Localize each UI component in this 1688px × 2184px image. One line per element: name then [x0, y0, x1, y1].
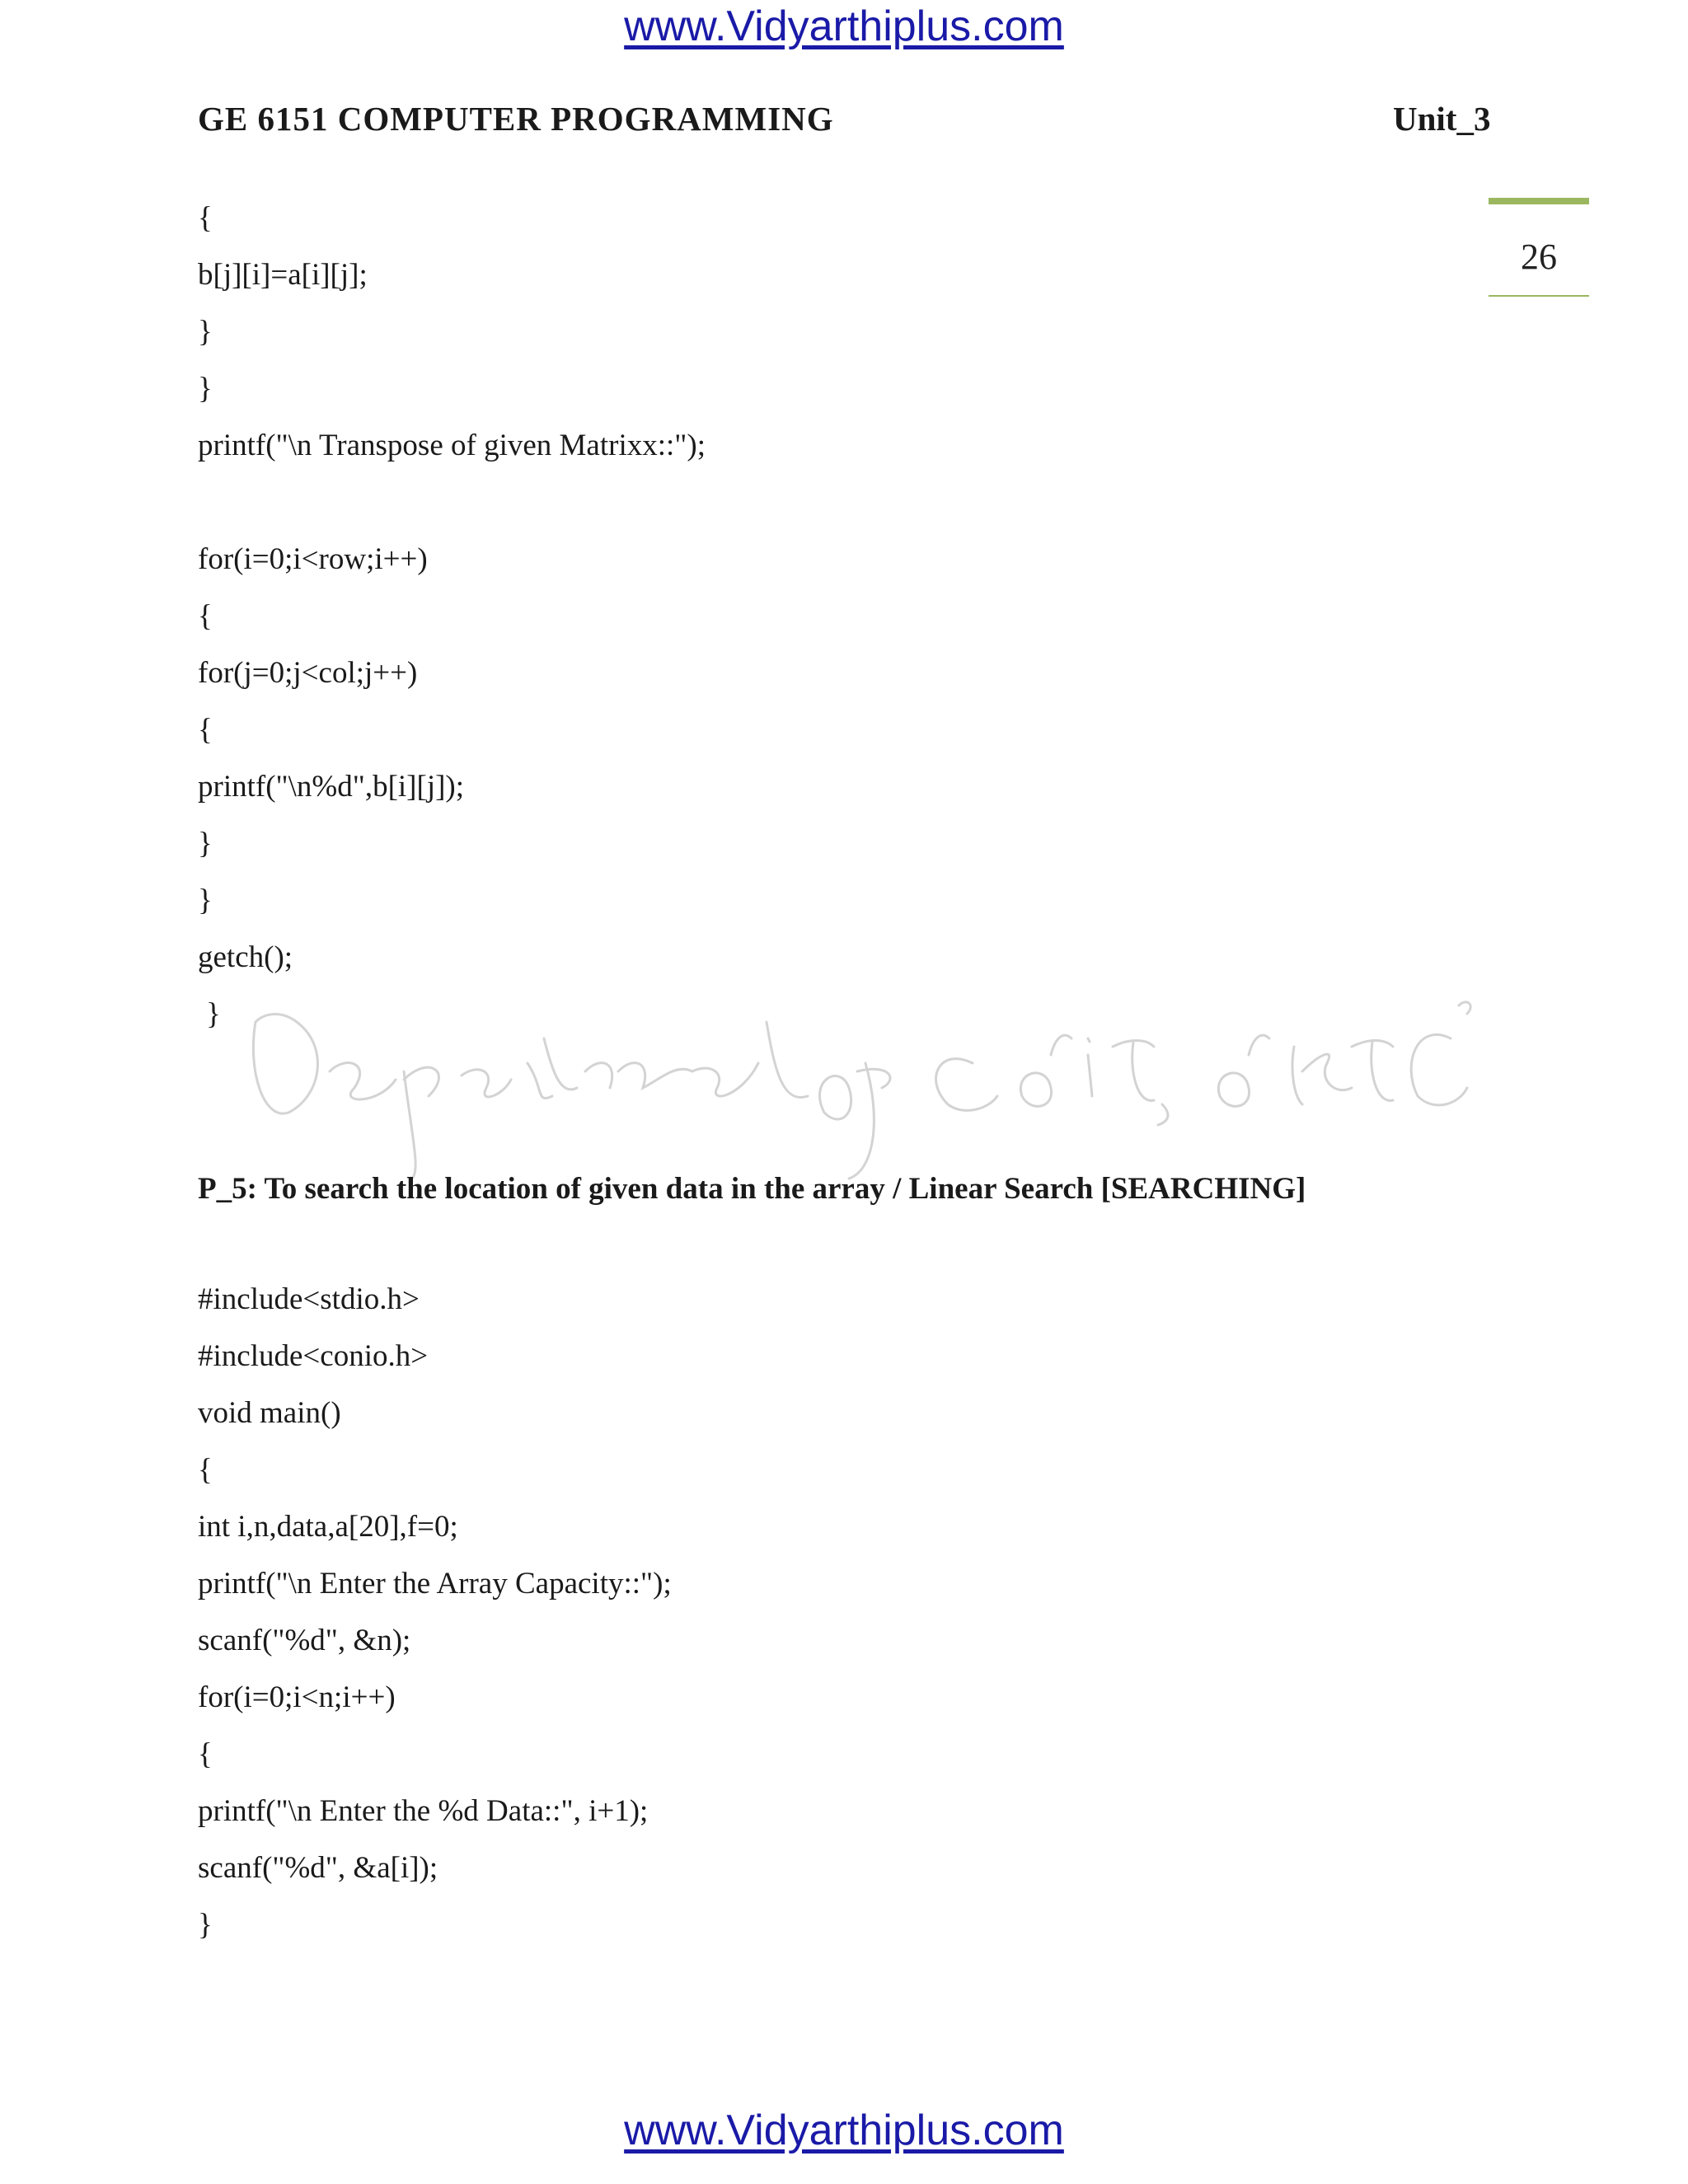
code-line: }	[198, 1908, 213, 1942]
code-line: for(i=0;i<row;i++)	[198, 542, 428, 576]
code-line: printf("\n Transpose of given Matrixx::");	[198, 429, 706, 462]
unit-label: Unit_3	[1393, 100, 1491, 138]
code-line: }	[198, 883, 213, 917]
code-line: #include<stdio.h>	[198, 1282, 420, 1316]
code-line: }	[206, 997, 221, 1031]
code-line: }	[198, 827, 213, 860]
code-line: for(i=0;i<n;i++)	[198, 1680, 396, 1714]
site-link-bottom[interactable]: www.Vidyarthiplus.com	[624, 2107, 1064, 2154]
code-line: scanf("%d", &n);	[198, 1624, 411, 1657]
code-line: void main()	[198, 1396, 341, 1430]
page-number: 26	[1521, 237, 1557, 277]
code-line: int i,n,data,a[20],f=0;	[198, 1510, 458, 1544]
code-line: {	[198, 201, 213, 235]
code-line: }	[198, 372, 213, 405]
code-line: printf("\n Enter the Array Capacity::");	[198, 1567, 672, 1601]
code-line: }	[198, 315, 213, 349]
code-line: {	[198, 599, 213, 633]
code-line: b[j][i]=a[i][j];	[198, 258, 368, 292]
code-line: getch();	[198, 940, 293, 974]
code-line: #include<conio.h>	[198, 1339, 429, 1373]
section-heading: P_5: To search the location of given data in the array / Linear Search [SEARCHING]	[198, 1172, 1306, 1206]
code-line: printf("\n%d",b[i][j]);	[198, 770, 465, 804]
page-number-badge	[1489, 198, 1589, 297]
code-line: {	[198, 1737, 213, 1771]
site-link-top[interactable]: www.Vidyarthiplus.com	[624, 2, 1064, 50]
handwritten-watermark	[231, 972, 1484, 1187]
code-line: printf("\n Enter the %d Data::", i+1);	[198, 1794, 649, 1828]
code-line: for(j=0;j<col;j++)	[198, 656, 418, 690]
document-title: GE 6151 COMPUTER PROGRAMMING	[198, 100, 834, 138]
code-line: scanf("%d", &a[i]);	[198, 1851, 438, 1885]
code-line: {	[198, 713, 213, 747]
code-line: {	[198, 1453, 213, 1487]
